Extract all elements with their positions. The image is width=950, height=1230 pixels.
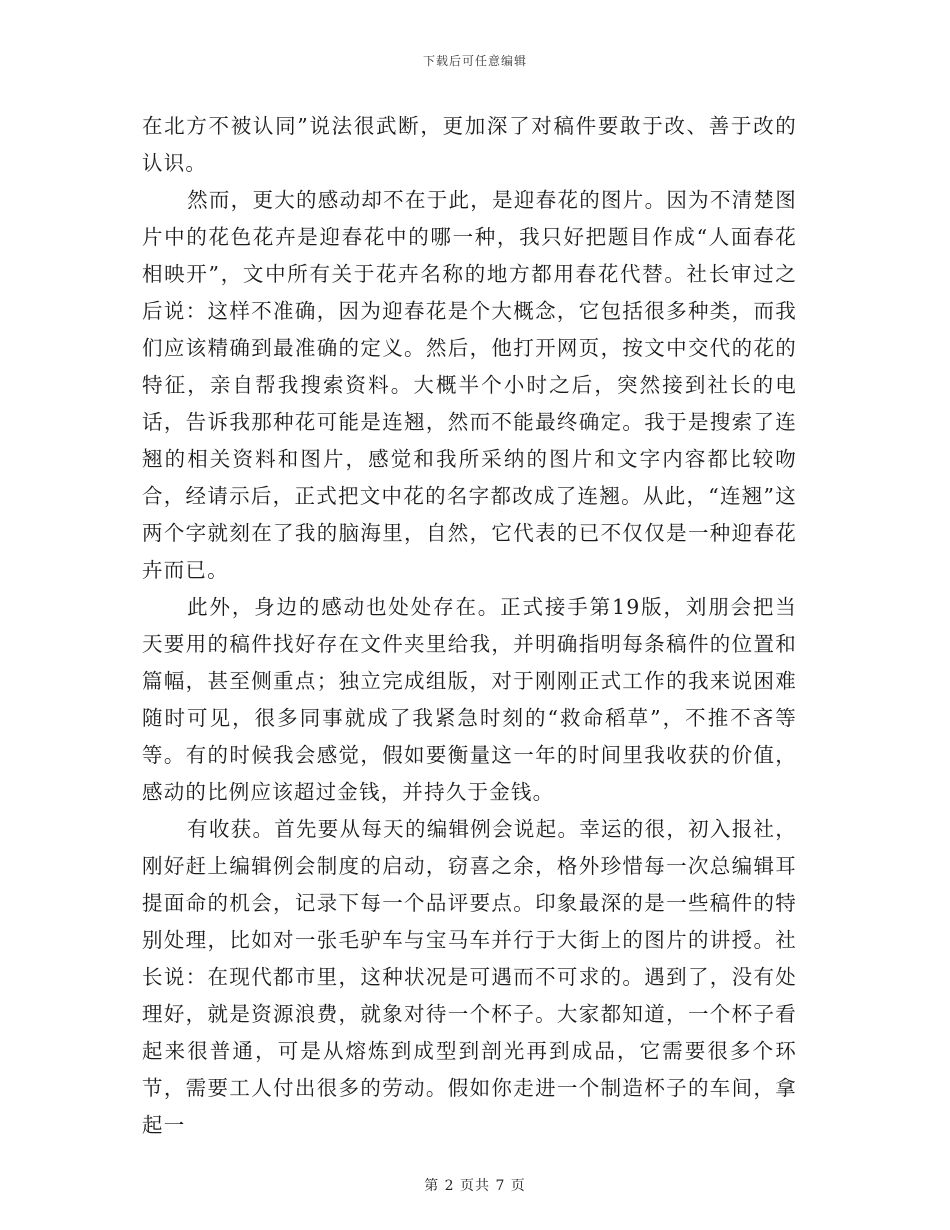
document-body (142, 108, 797, 1144)
page-number: 第 2 页共 7 页 (424, 1178, 526, 1194)
paragraph-continuation: 在北方不被认同”说法很武断，更加深了对稿件要敢于改、善于改的认识。 (142, 114, 797, 175)
paragraph-colleagues: 此外，身边的感动也处处存在。正式接手第19版，刘朋会把当天要用的稿件找好存在文件夹里给我，并明确指明每条稿件的位置和篇幅，甚至侧重点；独立完成组版，对于刚刚正式工作的我来说困难随时可见，很多同事就成了我紧急时刻的“救命稻草”，不推不吝等等。有的时候我会感觉，假如要衡量这一年的时间里我收获的价值，感动的比例应该超过金钱，并持久于金钱。 (142, 595, 797, 804)
page-header: 下载后可任意编辑 (422, 54, 527, 68)
paragraph-yingchunhua: 然而，更大的感动却不在于此，是迎春花的图片。因为不清楚图片中的花色花卉是迎春花中的哪一种，我只好把题目作成“人面春花相映开”，文中所有关于花卉名称的地方都用春花代替。社长审过之后说：这样不准确，因为迎春花是个大概念，它包括很多种类，而我们应该精确到最准确的定义。然后，他打开网页，按文中交代的花的特征，亲自帮我搜索资料。大概半个小时之后，突然接到社长的电话，告诉我那种花可能是连翘，然而不能最终确定。我于是搜索了连翘的相关资料和图片，感觉和我所采纳的图片和文字内容都比较吻合，经请示后，正式把文中花的名字都改成了连翘。从此，“连翘”这两个字就刻在了我的脑海里，自然，它代表的已不仅仅是一种迎春花卉而已。 (142, 188, 797, 582)
paragraph-harvest: 有收获。首先要从每天的编辑例会说起。幸运的很，初入报社，刚好赶上编辑例会制度的启动，窃喜之余，格外珍惜每一次总编辑耳提面命的机会，记录下每一个品评要点。印象最深的是一些稿件的特别处理，比如对一张毛驴车与宝马车并行于大街上的图片的讲授。社长说：在现代都市里，这种状况是可遇而不可求的。遇到了，没有处理好，就是资源浪费，就象对待一个杯子。大家都知道，一个杯子看起来很普通，可是从熔炼到成型到剖光再到成品，它需要很多个环节，需要工人付出很多的劳动。假如你走进一个制造杯子的车间，拿起一 (142, 817, 797, 1137)
